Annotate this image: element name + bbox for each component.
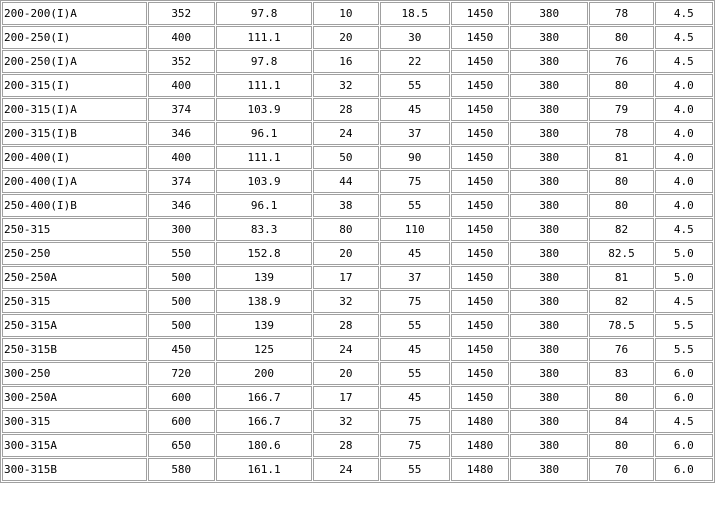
cell-flow-m3h: 300 bbox=[148, 218, 215, 241]
table-row bbox=[2, 314, 713, 337]
cell-flow-ls: 103.9 bbox=[216, 170, 312, 193]
cell-speed-rpm: 1450 bbox=[451, 362, 509, 385]
table-row bbox=[2, 242, 713, 265]
table-row bbox=[2, 2, 713, 25]
cell-head-m: 24 bbox=[313, 338, 378, 361]
cell-efficiency-pct: 76 bbox=[589, 338, 653, 361]
table-row bbox=[2, 434, 713, 457]
cell-speed-rpm: 1450 bbox=[451, 338, 509, 361]
cell-model: 200-315(I) bbox=[2, 74, 147, 97]
cell-flow-ls: 103.9 bbox=[216, 98, 312, 121]
cell-head-m: 38 bbox=[313, 194, 378, 217]
cell-voltage-v: 380 bbox=[510, 50, 588, 73]
cell-speed-rpm: 1450 bbox=[451, 146, 509, 169]
cell-power-kw: 55 bbox=[380, 194, 450, 217]
cell-head-m: 50 bbox=[313, 146, 378, 169]
table-row bbox=[2, 74, 713, 97]
cell-flow-m3h: 374 bbox=[148, 170, 215, 193]
cell-model: 200-315(I)A bbox=[2, 98, 147, 121]
cell-power-kw: 45 bbox=[380, 338, 450, 361]
cell-flow-m3h: 352 bbox=[148, 50, 215, 73]
cell-power-kw: 75 bbox=[380, 410, 450, 433]
cell-power-kw: 110 bbox=[380, 218, 450, 241]
cell-head-m: 16 bbox=[313, 50, 378, 73]
cell-model: 300-315A bbox=[2, 434, 147, 457]
cell-head-m: 20 bbox=[313, 242, 378, 265]
table-row bbox=[2, 170, 713, 193]
cell-speed-rpm: 1450 bbox=[451, 122, 509, 145]
cell-voltage-v: 380 bbox=[510, 290, 588, 313]
cell-power-kw: 75 bbox=[380, 434, 450, 457]
cell-flow-m3h: 600 bbox=[148, 386, 215, 409]
cell-model: 200-250(I) bbox=[2, 26, 147, 49]
cell-power-kw: 55 bbox=[380, 362, 450, 385]
table-body bbox=[2, 2, 713, 481]
cell-voltage-v: 380 bbox=[510, 146, 588, 169]
cell-speed-rpm: 1450 bbox=[451, 218, 509, 241]
cell-model: 300-250 bbox=[2, 362, 147, 385]
table-row bbox=[2, 98, 713, 121]
table-row bbox=[2, 122, 713, 145]
cell-npshr-m: 5.0 bbox=[655, 242, 713, 265]
cell-speed-rpm: 1450 bbox=[451, 290, 509, 313]
cell-power-kw: 45 bbox=[380, 386, 450, 409]
cell-efficiency-pct: 80 bbox=[589, 194, 653, 217]
cell-flow-m3h: 400 bbox=[148, 26, 215, 49]
cell-npshr-m: 6.0 bbox=[655, 434, 713, 457]
cell-power-kw: 45 bbox=[380, 98, 450, 121]
cell-npshr-m: 4.5 bbox=[655, 410, 713, 433]
cell-head-m: 32 bbox=[313, 290, 378, 313]
cell-efficiency-pct: 80 bbox=[589, 434, 653, 457]
table-row bbox=[2, 458, 713, 481]
cell-voltage-v: 380 bbox=[510, 194, 588, 217]
cell-flow-ls: 161.1 bbox=[216, 458, 312, 481]
cell-head-m: 10 bbox=[313, 2, 378, 25]
cell-flow-ls: 125 bbox=[216, 338, 312, 361]
cell-flow-m3h: 400 bbox=[148, 74, 215, 97]
cell-model: 200-200(I)A bbox=[2, 2, 147, 25]
cell-speed-rpm: 1450 bbox=[451, 98, 509, 121]
cell-power-kw: 37 bbox=[380, 266, 450, 289]
cell-flow-m3h: 720 bbox=[148, 362, 215, 385]
cell-efficiency-pct: 82 bbox=[589, 218, 653, 241]
cell-speed-rpm: 1450 bbox=[451, 242, 509, 265]
cell-voltage-v: 380 bbox=[510, 434, 588, 457]
cell-efficiency-pct: 78 bbox=[589, 2, 653, 25]
cell-speed-rpm: 1450 bbox=[451, 2, 509, 25]
cell-speed-rpm: 1480 bbox=[451, 434, 509, 457]
cell-voltage-v: 380 bbox=[510, 218, 588, 241]
cell-model: 300-250A bbox=[2, 386, 147, 409]
cell-head-m: 17 bbox=[313, 266, 378, 289]
cell-head-m: 28 bbox=[313, 434, 378, 457]
cell-flow-ls: 83.3 bbox=[216, 218, 312, 241]
cell-head-m: 20 bbox=[313, 26, 378, 49]
cell-flow-ls: 166.7 bbox=[216, 386, 312, 409]
cell-efficiency-pct: 81 bbox=[589, 146, 653, 169]
table-row bbox=[2, 146, 713, 169]
cell-npshr-m: 4.0 bbox=[655, 146, 713, 169]
cell-power-kw: 30 bbox=[380, 26, 450, 49]
cell-npshr-m: 4.0 bbox=[655, 170, 713, 193]
cell-flow-ls: 200 bbox=[216, 362, 312, 385]
table-row bbox=[2, 362, 713, 385]
cell-voltage-v: 380 bbox=[510, 242, 588, 265]
cell-flow-m3h: 650 bbox=[148, 434, 215, 457]
cell-voltage-v: 380 bbox=[510, 410, 588, 433]
cell-efficiency-pct: 80 bbox=[589, 170, 653, 193]
table-row bbox=[2, 410, 713, 433]
cell-efficiency-pct: 84 bbox=[589, 410, 653, 433]
cell-head-m: 32 bbox=[313, 410, 378, 433]
cell-flow-ls: 111.1 bbox=[216, 74, 312, 97]
cell-voltage-v: 380 bbox=[510, 314, 588, 337]
cell-flow-m3h: 346 bbox=[148, 122, 215, 145]
cell-speed-rpm: 1450 bbox=[451, 266, 509, 289]
cell-model: 200-315(I)B bbox=[2, 122, 147, 145]
cell-power-kw: 55 bbox=[380, 458, 450, 481]
cell-voltage-v: 380 bbox=[510, 26, 588, 49]
cell-voltage-v: 380 bbox=[510, 170, 588, 193]
cell-speed-rpm: 1450 bbox=[451, 314, 509, 337]
cell-npshr-m: 4.0 bbox=[655, 74, 713, 97]
cell-npshr-m: 6.0 bbox=[655, 386, 713, 409]
cell-voltage-v: 380 bbox=[510, 2, 588, 25]
cell-flow-ls: 180.6 bbox=[216, 434, 312, 457]
cell-model: 200-400(I) bbox=[2, 146, 147, 169]
cell-npshr-m: 4.5 bbox=[655, 218, 713, 241]
cell-efficiency-pct: 82 bbox=[589, 290, 653, 313]
cell-model: 250-315 bbox=[2, 218, 147, 241]
table-row bbox=[2, 218, 713, 241]
cell-speed-rpm: 1450 bbox=[451, 26, 509, 49]
cell-npshr-m: 4.5 bbox=[655, 2, 713, 25]
cell-npshr-m: 4.0 bbox=[655, 122, 713, 145]
cell-power-kw: 75 bbox=[380, 170, 450, 193]
cell-voltage-v: 380 bbox=[510, 122, 588, 145]
cell-power-kw: 45 bbox=[380, 242, 450, 265]
cell-efficiency-pct: 78 bbox=[589, 122, 653, 145]
cell-flow-ls: 97.8 bbox=[216, 2, 312, 25]
cell-voltage-v: 380 bbox=[510, 458, 588, 481]
cell-head-m: 44 bbox=[313, 170, 378, 193]
cell-efficiency-pct: 79 bbox=[589, 98, 653, 121]
cell-model: 250-315A bbox=[2, 314, 147, 337]
cell-flow-m3h: 374 bbox=[148, 98, 215, 121]
cell-power-kw: 75 bbox=[380, 290, 450, 313]
cell-npshr-m: 5.0 bbox=[655, 266, 713, 289]
cell-power-kw: 37 bbox=[380, 122, 450, 145]
cell-model: 250-400(I)B bbox=[2, 194, 147, 217]
cell-speed-rpm: 1480 bbox=[451, 410, 509, 433]
cell-flow-m3h: 500 bbox=[148, 266, 215, 289]
cell-head-m: 32 bbox=[313, 74, 378, 97]
cell-flow-m3h: 352 bbox=[148, 2, 215, 25]
cell-flow-m3h: 450 bbox=[148, 338, 215, 361]
cell-npshr-m: 6.0 bbox=[655, 458, 713, 481]
cell-flow-m3h: 346 bbox=[148, 194, 215, 217]
cell-flow-m3h: 600 bbox=[148, 410, 215, 433]
cell-head-m: 80 bbox=[313, 218, 378, 241]
cell-model: 300-315B bbox=[2, 458, 147, 481]
cell-head-m: 28 bbox=[313, 98, 378, 121]
cell-head-m: 24 bbox=[313, 122, 378, 145]
cell-power-kw: 55 bbox=[380, 74, 450, 97]
table-row bbox=[2, 338, 713, 361]
cell-flow-ls: 152.8 bbox=[216, 242, 312, 265]
cell-flow-ls: 138.9 bbox=[216, 290, 312, 313]
cell-head-m: 20 bbox=[313, 362, 378, 385]
cell-model: 300-315 bbox=[2, 410, 147, 433]
cell-efficiency-pct: 80 bbox=[589, 386, 653, 409]
cell-efficiency-pct: 81 bbox=[589, 266, 653, 289]
cell-npshr-m: 5.5 bbox=[655, 314, 713, 337]
table-row bbox=[2, 266, 713, 289]
cell-flow-m3h: 550 bbox=[148, 242, 215, 265]
cell-model: 200-400(I)A bbox=[2, 170, 147, 193]
table-row bbox=[2, 26, 713, 49]
cell-power-kw: 22 bbox=[380, 50, 450, 73]
cell-npshr-m: 4.5 bbox=[655, 26, 713, 49]
cell-efficiency-pct: 70 bbox=[589, 458, 653, 481]
cell-model: 200-250(I)A bbox=[2, 50, 147, 73]
table-row bbox=[2, 290, 713, 313]
cell-efficiency-pct: 80 bbox=[589, 26, 653, 49]
cell-efficiency-pct: 80 bbox=[589, 74, 653, 97]
cell-model: 250-315B bbox=[2, 338, 147, 361]
cell-npshr-m: 6.0 bbox=[655, 362, 713, 385]
cell-head-m: 28 bbox=[313, 314, 378, 337]
cell-flow-ls: 139 bbox=[216, 266, 312, 289]
cell-npshr-m: 4.0 bbox=[655, 194, 713, 217]
cell-npshr-m: 4.0 bbox=[655, 98, 713, 121]
cell-speed-rpm: 1450 bbox=[451, 74, 509, 97]
cell-npshr-m: 4.5 bbox=[655, 290, 713, 313]
cell-efficiency-pct: 83 bbox=[589, 362, 653, 385]
cell-flow-ls: 97.8 bbox=[216, 50, 312, 73]
cell-voltage-v: 380 bbox=[510, 362, 588, 385]
cell-speed-rpm: 1450 bbox=[451, 170, 509, 193]
cell-voltage-v: 380 bbox=[510, 386, 588, 409]
table-row bbox=[2, 50, 713, 73]
cell-speed-rpm: 1450 bbox=[451, 386, 509, 409]
cell-model: 250-250 bbox=[2, 242, 147, 265]
cell-efficiency-pct: 82.5 bbox=[589, 242, 653, 265]
cell-speed-rpm: 1450 bbox=[451, 194, 509, 217]
cell-voltage-v: 380 bbox=[510, 98, 588, 121]
cell-voltage-v: 380 bbox=[510, 338, 588, 361]
cell-power-kw: 55 bbox=[380, 314, 450, 337]
cell-model: 250-250A bbox=[2, 266, 147, 289]
cell-flow-ls: 96.1 bbox=[216, 194, 312, 217]
cell-flow-m3h: 500 bbox=[148, 290, 215, 313]
table-row bbox=[2, 194, 713, 217]
cell-voltage-v: 380 bbox=[510, 266, 588, 289]
cell-flow-ls: 166.7 bbox=[216, 410, 312, 433]
cell-model: 250-315 bbox=[2, 290, 147, 313]
cell-speed-rpm: 1450 bbox=[451, 50, 509, 73]
cell-flow-ls: 111.1 bbox=[216, 26, 312, 49]
cell-flow-ls: 96.1 bbox=[216, 122, 312, 145]
cell-power-kw: 90 bbox=[380, 146, 450, 169]
cell-npshr-m: 4.5 bbox=[655, 50, 713, 73]
cell-flow-ls: 139 bbox=[216, 314, 312, 337]
cell-flow-m3h: 500 bbox=[148, 314, 215, 337]
cell-flow-m3h: 580 bbox=[148, 458, 215, 481]
cell-power-kw: 18.5 bbox=[380, 2, 450, 25]
cell-voltage-v: 380 bbox=[510, 74, 588, 97]
cell-npshr-m: 5.5 bbox=[655, 338, 713, 361]
cell-flow-ls: 111.1 bbox=[216, 146, 312, 169]
cell-efficiency-pct: 78.5 bbox=[589, 314, 653, 337]
cell-flow-m3h: 400 bbox=[148, 146, 215, 169]
table-row bbox=[2, 386, 713, 409]
cell-head-m: 17 bbox=[313, 386, 378, 409]
cell-speed-rpm: 1480 bbox=[451, 458, 509, 481]
cell-efficiency-pct: 76 bbox=[589, 50, 653, 73]
cell-head-m: 24 bbox=[313, 458, 378, 481]
